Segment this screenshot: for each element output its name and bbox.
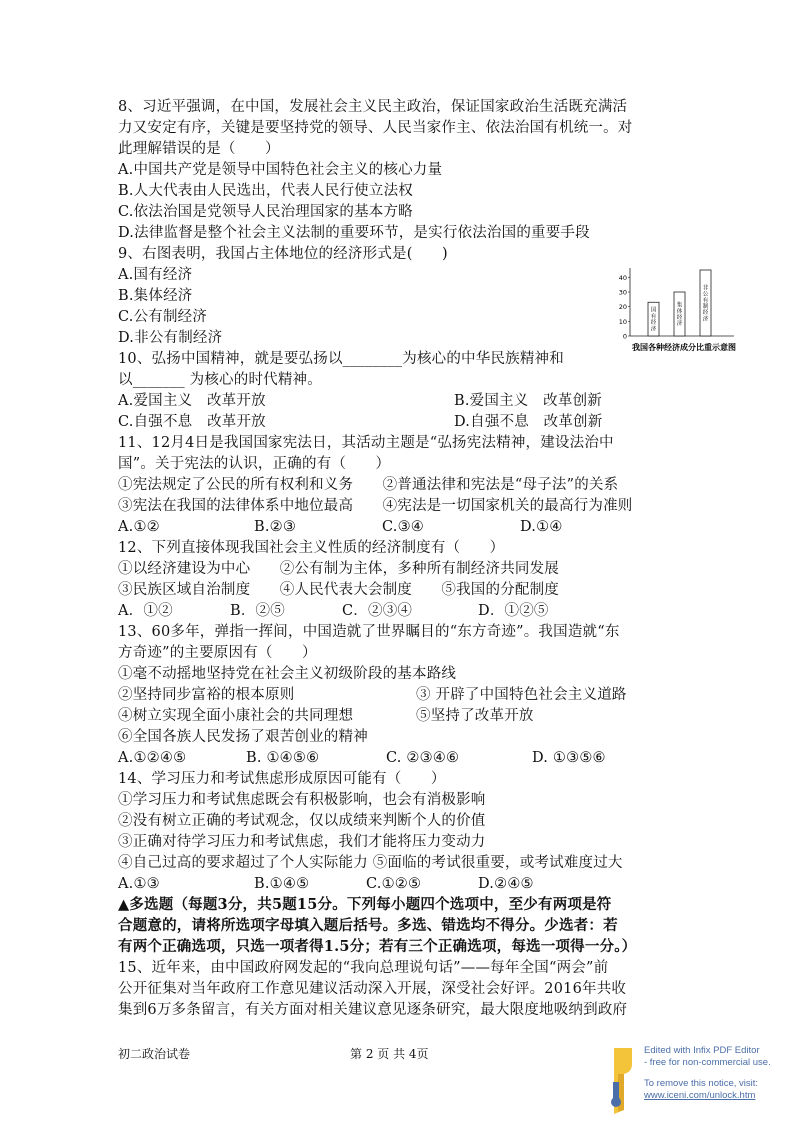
chart-bars [648,270,711,336]
q9-option-c: C.公有制经济 [118,309,208,325]
q14-option-a: A.①③ [118,876,160,892]
chart-y-tick-label: 30 [618,288,627,297]
q13-item-3: ③ 开辟了中国特色社会主义道路 [416,687,627,703]
q13-option-b: B. ①④⑤⑥ [246,750,320,766]
q8-line-3: 此理解错误的是（ ） [118,141,280,157]
q13-option-c: C. ②③④⑥ [386,750,460,766]
economy-bar-chart [612,262,757,352]
infix-watermark [608,1042,788,1122]
chart-bar-label: 集 [676,302,683,309]
chart-bar-label: 公 [702,291,709,298]
q14-item-3: ③正确对待学习压力和考试焦虑，我们才能将压力变动力 [118,834,486,850]
q13-option-d: D. ①③⑤⑥ [532,750,606,766]
chart-caption: 我国各种经济成分比重示意图 [632,343,736,352]
q14-option-b: B.①④⑤ [254,876,310,892]
q8-option-a: A.中国共产党是领导中国特色社会主义的核心力量 [118,162,443,178]
section-header-line-3: 有两个正确选项，只选一项者得1.5分；若有三个正确选项，每选一项得一分。） [118,938,637,955]
q9-option-d: D.非公有制经济 [118,330,223,346]
footer-page-number: 第 2 页 共 4页 [350,1047,429,1061]
chart-bar-label: 非 [702,285,709,292]
q11-option-b: B.②③ [254,519,297,535]
q14-item-4-5: ④自己过高的要求超过了个人实际能力 ⑤面临的考试很重要，或考试难度过大 [118,855,623,871]
q10-line-2: 以_______ 为核心的时代精神。 [118,372,322,388]
chart-bar-label: 济 [676,321,683,328]
q14-line-1: 14、学习压力和考试焦虑形成原因可能有（ ） [118,771,446,787]
watermark-line-1: Edited with Infix PDF Editor [644,1045,760,1056]
chart-y-tick-label: 20 [618,303,627,312]
q9-line-1: 9、右图表明，我国占主体地位的经济形式是( ) [118,246,448,262]
chart-bar-label: 制 [702,304,709,310]
chart-y-tick-label: 10 [618,317,627,326]
q13-item-4: ④树立实现全面小康社会的共同理想 [118,708,354,724]
q15-line-1: 15、近年来，由中国政府网发起的“我向总理说句话”——每年全国“两会”前 [118,960,609,976]
q15-line-3: 集到6万多条留言，有关方面对相关建议意见逐条研究，最大限度地吸纳到政府 [118,1002,628,1018]
q12-items-1-2: ①以经济建设为中心 ②公有制为主体，多种所有制经济共同发展 [118,561,559,577]
q13-item-6: ⑥全国各族人民发扬了艰苦创业的精神 [118,729,368,745]
q11-option-d: D.①④ [520,519,563,535]
watermark-link[interactable]: www.iceni.com/unlock.htm [644,1090,756,1101]
q11-item-1-2: ①宪法规定了公民的所有权利和义务 ②普通法律和宪法是“母子法”的关系 [118,477,619,493]
q8-option-d: D.法律监督是整个社会主义法制的重要环节，是实行依法治国的重要手段 [118,225,590,241]
q9-option-a: A.国有经济 [118,267,193,283]
q11-option-c: C.③④ [382,519,424,535]
chart-bar-label: 体 [676,308,683,315]
infix-logo-icon [608,1044,636,1118]
q8-line-1: 8、习近平强调，在中国，发展社会主义民主政治，保证国家政治生活既充满活 [118,99,628,115]
chart-bar-label: 济 [650,326,657,333]
q14-option-d: D.②④⑤ [478,876,534,892]
q10-option-c: C.自强不息 改革开放 [118,414,266,430]
q13-line-1: 13、60多年，弹指一挥间，中国造就了世界瞩目的“东方奇迹”。我国造就“东 [118,624,620,640]
q14-item-1: ①学习压力和考试焦虑既会有积极影响，也会有消极影响 [118,792,486,808]
q11-option-a: A.①② [118,519,160,535]
chart-y-tick-label: 40 [618,273,627,282]
chart-bar-label: 经 [650,320,657,327]
q11-item-3-4: ③宪法在我国的法律体系中地位最高 ④宪法是一切国家机关的最高行为准则 [118,498,633,514]
q12-option-a: A．①② [118,603,173,619]
q10-option-d: D.自强不息 改革创新 [454,414,603,430]
q11-line-2: 国”。关于宪法的认识，正确的有（ ） [118,456,391,472]
q8-option-c: C.依法治国是党领导人民治理国家的基本方略 [118,204,413,220]
chart-bar-label: 国 [650,307,657,314]
q13-item-1: ①毫不动摇地坚持党在社会主义初级阶段的基本路线 [118,666,457,682]
chart-bar-label: 经 [702,310,709,317]
section-header-line-1: ▲多选题（每题3分，共5题15分。下列每小题四个选项中，至少有两项是符 [118,896,612,913]
q12-option-b: B．②⑤ [230,603,285,619]
q13-item-5: ⑤坚持了改革开放 [416,708,534,724]
q12-items-3-5: ③民族区域自治制度 ④人民代表大会制度 ⑤我国的分配制度 [118,582,559,598]
chart-bar-label: 经 [676,315,683,321]
q15-line-2: 公开征集对当年政府工作意见建议活动深入开展，深受社会好评。2016年共收 [118,981,627,997]
q13-line-2: 方奇迹”的主要原因有（ ） [118,645,317,661]
chart-bar-label: 有 [702,297,709,304]
chart-bar-label: 有 [650,313,657,320]
chart-bar-label: 济 [702,316,709,323]
q9-option-b: B.集体经济 [118,288,193,304]
q13-item-2: ②坚持同步富裕的根本原则 [118,687,295,703]
chart-y-tick-label: 0 [622,332,627,341]
section-header-line-2: 合题意的，请将所选项字母填入题后括号。多选、错选均不得分。少选者：若 [118,917,618,934]
q8-option-b: B.人大代表由人民选出，代表人民行使立法权 [118,183,413,199]
q14-option-c: C.①②⑤ [366,876,422,892]
q12-option-d: D．①②⑤ [478,603,549,619]
watermark-line-2: - free for non-commercial use. [644,1057,771,1068]
q12-option-c: C．②③④ [342,603,413,619]
q11-line-1: 11、12月4日是我国国家宪法日，其活动主题是“弘扬宪法精神，建设法治中 [118,435,614,451]
watermark-line-3: To remove this notice, visit: [644,1078,759,1089]
q10-option-a: A.爱国主义 改革开放 [118,393,266,409]
q13-option-a: A.①②④⑤ [118,750,187,766]
q8-line-2: 力又安定有序，关键是要坚持党的领导、人民当家作主、依法治国有机统一。对 [118,120,633,136]
footer-exam-title: 初二政治试卷 [118,1047,191,1061]
q10-option-b: B.爱国主义 改革创新 [454,393,602,409]
q12-line-1: 12、下列直接体现我国社会主义性质的经济制度有（ ） [118,540,505,556]
q10-line-1: 10、弘扬中国精神，就是要弘扬以________为核心的中华民族精神和 [118,351,564,367]
q14-item-2: ②没有树立正确的考试观念，仅以成绩来判断个人的价值 [118,813,486,829]
